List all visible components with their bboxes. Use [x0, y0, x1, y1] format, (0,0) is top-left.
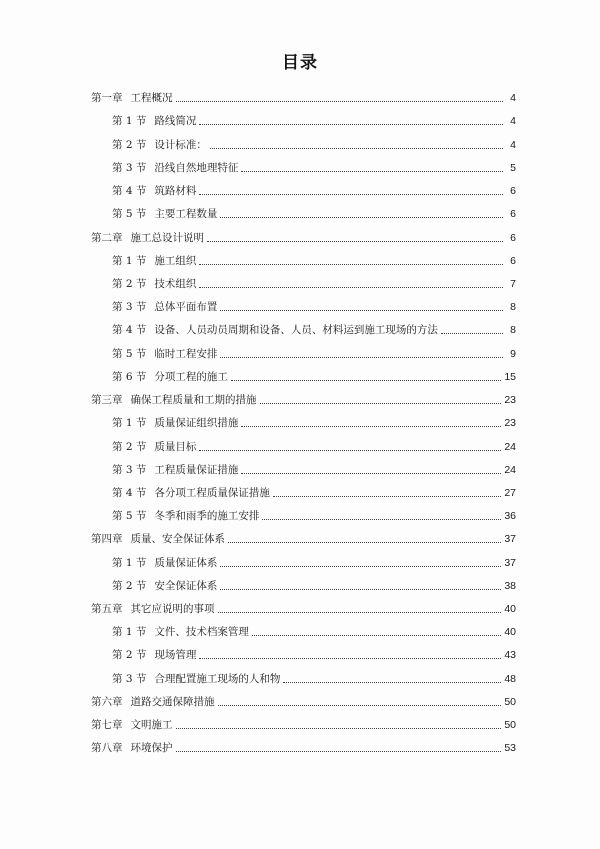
- toc-entry-number: 第 5 节: [112, 208, 147, 221]
- toc-entry-number: 第二章: [91, 231, 123, 244]
- toc-entry-label: [91, 695, 215, 709]
- toc-entry-label: [91, 718, 173, 732]
- toc-section-entry[interactable]: [91, 152, 516, 175]
- toc-entry-label: [91, 625, 249, 639]
- dot-leader: [241, 425, 501, 427]
- toc-entry-label: [91, 254, 196, 268]
- toc-entry-number: 第七章: [91, 719, 123, 732]
- toc-section-entry[interactable]: [91, 639, 516, 662]
- toc-entry-title: 总体平面布置: [154, 301, 218, 314]
- toc-entry-number: 第四章: [91, 533, 123, 546]
- table-of-contents: [91, 82, 516, 755]
- toc-page-number: 27: [504, 486, 516, 499]
- toc-entry-title: 安全保证体系: [154, 579, 218, 592]
- toc-entry-title: 各分项工程质量保证措施: [154, 486, 270, 499]
- toc-entry-number: 第 5 节: [112, 510, 147, 523]
- toc-entry-number: 第 1 节: [112, 626, 147, 639]
- toc-entry-title: 其它应说明的事项: [130, 603, 215, 616]
- toc-page-number: 40: [504, 603, 516, 616]
- toc-page-number: 40: [504, 626, 516, 639]
- toc-page-number: 8: [510, 324, 516, 337]
- toc-section-entry[interactable]: [91, 291, 516, 314]
- toc-entry-title: 施工总设计说明: [130, 231, 204, 244]
- toc-entry-number: 第 2 节: [112, 277, 147, 290]
- toc-page-number: 8: [510, 301, 516, 314]
- toc-page-number: 43: [504, 649, 516, 662]
- toc-page-number: 4: [510, 115, 516, 128]
- toc-entry-number: 第 4 节: [112, 486, 147, 499]
- toc-entry-number: 第三章: [91, 394, 123, 407]
- toc-entry-number: 第 4 节: [112, 185, 147, 198]
- dot-leader: [199, 449, 501, 451]
- toc-entry-title: 文明施工: [130, 719, 173, 732]
- dot-leader: [210, 147, 503, 149]
- dot-leader: [218, 611, 502, 613]
- dot-leader: [260, 402, 502, 404]
- toc-entry-label: [91, 602, 215, 616]
- toc-chapter-entry[interactable]: [91, 709, 516, 732]
- toc-entry-title: 质量目标: [154, 440, 197, 453]
- toc-entry-label: [91, 440, 196, 454]
- toc-entry-title: 道路交通保障措施: [130, 695, 215, 708]
- dot-leader: [176, 727, 502, 729]
- toc-entry-number: 第五章: [91, 603, 123, 616]
- toc-entry-number: 第 2 节: [112, 440, 147, 453]
- dot-leader: [220, 588, 501, 590]
- toc-entry-label: [91, 300, 217, 314]
- toc-page-number: 4: [510, 138, 516, 151]
- toc-page-number: 24: [504, 463, 516, 476]
- toc-page-number: 6: [510, 231, 516, 244]
- toc-entry-number: 第 3 节: [112, 301, 147, 314]
- toc-entry-title: 施工组织: [154, 254, 197, 267]
- toc-entry-label: [91, 347, 217, 361]
- dot-leader: [252, 634, 501, 636]
- toc-entry-title: 确保工程质量和工期的措施: [130, 394, 257, 407]
- toc-entry-label: [91, 648, 196, 662]
- toc-entry-title: 设备、人员动员周期和设备、人员、材料运到施工现场的方法: [154, 324, 438, 337]
- toc-chapter-entry[interactable]: [91, 686, 516, 709]
- toc-entry-number: 第 6 节: [112, 370, 147, 383]
- toc-entry-title: 现场管理: [154, 649, 197, 662]
- toc-section-entry[interactable]: [91, 198, 516, 221]
- toc-section-entry[interactable]: [91, 245, 516, 268]
- toc-entry-title: 沿线自然地理特征: [154, 161, 239, 174]
- toc-entry-number: 第 2 节: [112, 649, 147, 662]
- toc-section-entry[interactable]: [91, 430, 516, 453]
- toc-chapter-entry[interactable]: [91, 82, 516, 105]
- toc-entry-title: 筑路材料: [154, 185, 197, 198]
- toc-section-entry[interactable]: [91, 337, 516, 360]
- toc-entry-title: 质量、安全保证体系: [130, 533, 225, 546]
- toc-entry-title: 文件、技术档案管理: [154, 626, 249, 639]
- dot-leader: [241, 170, 503, 172]
- toc-entry-number: 第八章: [91, 742, 123, 755]
- toc-entry-title: 冬季和雨季的施工安排: [154, 510, 260, 523]
- toc-section-entry[interactable]: [91, 616, 516, 639]
- toc-entry-title: 技术组织: [154, 277, 197, 290]
- dot-leader: [220, 356, 503, 358]
- toc-entry-number: 第 2 节: [112, 138, 147, 151]
- toc-entry-label: [91, 114, 196, 128]
- toc-entry-number: 第 2 节: [112, 579, 147, 592]
- dot-leader: [220, 216, 503, 218]
- toc-page-number: 23: [504, 417, 516, 430]
- dot-leader: [220, 309, 503, 311]
- toc-section-entry[interactable]: [91, 314, 516, 337]
- toc-entry-title: 质量保证组织措施: [154, 417, 239, 430]
- toc-section-entry[interactable]: [91, 662, 516, 685]
- toc-page-number: 37: [504, 556, 516, 569]
- toc-page-number: 5: [510, 161, 516, 174]
- toc-entry-label: [91, 161, 238, 175]
- toc-entry-label: [91, 579, 217, 593]
- dot-leader: [241, 472, 501, 474]
- toc-page-number: 38: [504, 579, 516, 592]
- toc-page-number: 37: [504, 533, 516, 546]
- dot-leader: [228, 541, 501, 543]
- toc-chapter-entry[interactable]: [91, 221, 516, 244]
- toc-entry-label: [91, 207, 217, 221]
- dot-leader: [199, 123, 503, 125]
- toc-entry-label: [91, 741, 173, 755]
- toc-entry-label: [91, 556, 217, 570]
- toc-page-number: 50: [504, 695, 516, 708]
- dot-leader: [176, 750, 502, 752]
- dot-leader: [218, 704, 502, 706]
- toc-entry-title: 临时工程安排: [154, 347, 218, 360]
- toc-section-entry[interactable]: [91, 268, 516, 291]
- toc-chapter-entry[interactable]: [91, 593, 516, 616]
- toc-entry-title: 路线简况: [154, 115, 197, 128]
- toc-entry-label: [91, 672, 280, 686]
- toc-entry-label: [91, 509, 259, 523]
- dot-leader: [283, 681, 501, 683]
- toc-chapter-entry[interactable]: [91, 732, 516, 755]
- dot-leader: [220, 565, 501, 567]
- toc-section-entry[interactable]: [91, 500, 516, 523]
- toc-entry-number: 第 1 节: [112, 115, 147, 128]
- dot-leader: [199, 193, 503, 195]
- toc-section-entry[interactable]: [91, 128, 516, 151]
- toc-entry-title: 工程概况: [130, 92, 173, 105]
- toc-entry-label: [91, 91, 173, 105]
- toc-entry-title: 合理配置施工现场的人和物: [154, 672, 281, 685]
- toc-entry-title: 质量保证体系: [154, 556, 218, 569]
- toc-page-number: 6: [510, 254, 516, 267]
- toc-section-entry[interactable]: [91, 175, 516, 198]
- dot-leader: [199, 263, 503, 265]
- toc-entry-number: 第 3 节: [112, 463, 147, 476]
- toc-entry-label: [91, 277, 196, 291]
- dot-leader: [207, 240, 503, 242]
- toc-page-number: 4: [510, 92, 516, 105]
- toc-page-number: 9: [510, 347, 516, 360]
- toc-page-number: 23: [504, 394, 516, 407]
- toc-page-number: 6: [510, 208, 516, 221]
- toc-entry-title: 设计标准：: [154, 138, 207, 151]
- toc-chapter-entry[interactable]: [91, 384, 516, 407]
- toc-entry-number: 第 5 节: [112, 347, 147, 360]
- toc-entry-label: [91, 184, 196, 198]
- toc-page-number: 7: [510, 277, 516, 290]
- toc-section-entry[interactable]: [91, 105, 516, 128]
- dot-leader: [231, 379, 501, 381]
- toc-entry-label: [91, 138, 207, 152]
- toc-entry-label: [91, 323, 438, 337]
- toc-entry-label: [91, 231, 204, 245]
- toc-section-entry[interactable]: [91, 407, 516, 430]
- toc-page-number: 53: [504, 742, 516, 755]
- toc-entry-number: 第 4 节: [112, 324, 147, 337]
- toc-entry-label: [91, 532, 225, 546]
- dot-leader: [273, 495, 501, 497]
- toc-entry-number: 第 1 节: [112, 417, 147, 430]
- toc-section-entry[interactable]: [91, 570, 516, 593]
- toc-entry-title: 分项工程的施工: [154, 370, 228, 383]
- toc-entry-label: [91, 416, 238, 430]
- dot-leader: [441, 332, 503, 334]
- toc-entry-number: 第 1 节: [112, 254, 147, 267]
- toc-entry-title: 主要工程数量: [154, 208, 218, 221]
- toc-entry-number: 第一章: [91, 92, 123, 105]
- toc-page-number: 50: [504, 719, 516, 732]
- toc-page-number: 48: [504, 672, 516, 685]
- dot-leader: [262, 518, 501, 520]
- toc-entry-title: 环境保护: [130, 742, 173, 755]
- toc-section-entry[interactable]: [91, 477, 516, 500]
- dot-leader: [199, 657, 501, 659]
- toc-entry-title: 工程质量保证措施: [154, 463, 239, 476]
- dot-leader: [199, 286, 503, 288]
- toc-entry-label: [91, 463, 238, 477]
- toc-section-entry[interactable]: [91, 361, 516, 384]
- toc-section-entry[interactable]: [91, 454, 516, 477]
- toc-entry-number: 第六章: [91, 695, 123, 708]
- toc-entry-number: 第 1 节: [112, 556, 147, 569]
- toc-entry-number: 第 3 节: [112, 161, 147, 174]
- toc-entry-number: 第 3 节: [112, 672, 147, 685]
- toc-page-number: 15: [504, 370, 516, 383]
- toc-section-entry[interactable]: [91, 546, 516, 569]
- toc-entry-label: [91, 486, 270, 500]
- toc-page-number: 24: [504, 440, 516, 453]
- toc-chapter-entry[interactable]: [91, 523, 516, 546]
- toc-entry-label: [91, 370, 228, 384]
- toc-entry-label: [91, 393, 257, 407]
- toc-page-number: 6: [510, 185, 516, 198]
- page-title: 目录: [282, 53, 318, 73]
- toc-page-number: 36: [504, 510, 516, 523]
- dot-leader: [176, 100, 504, 102]
